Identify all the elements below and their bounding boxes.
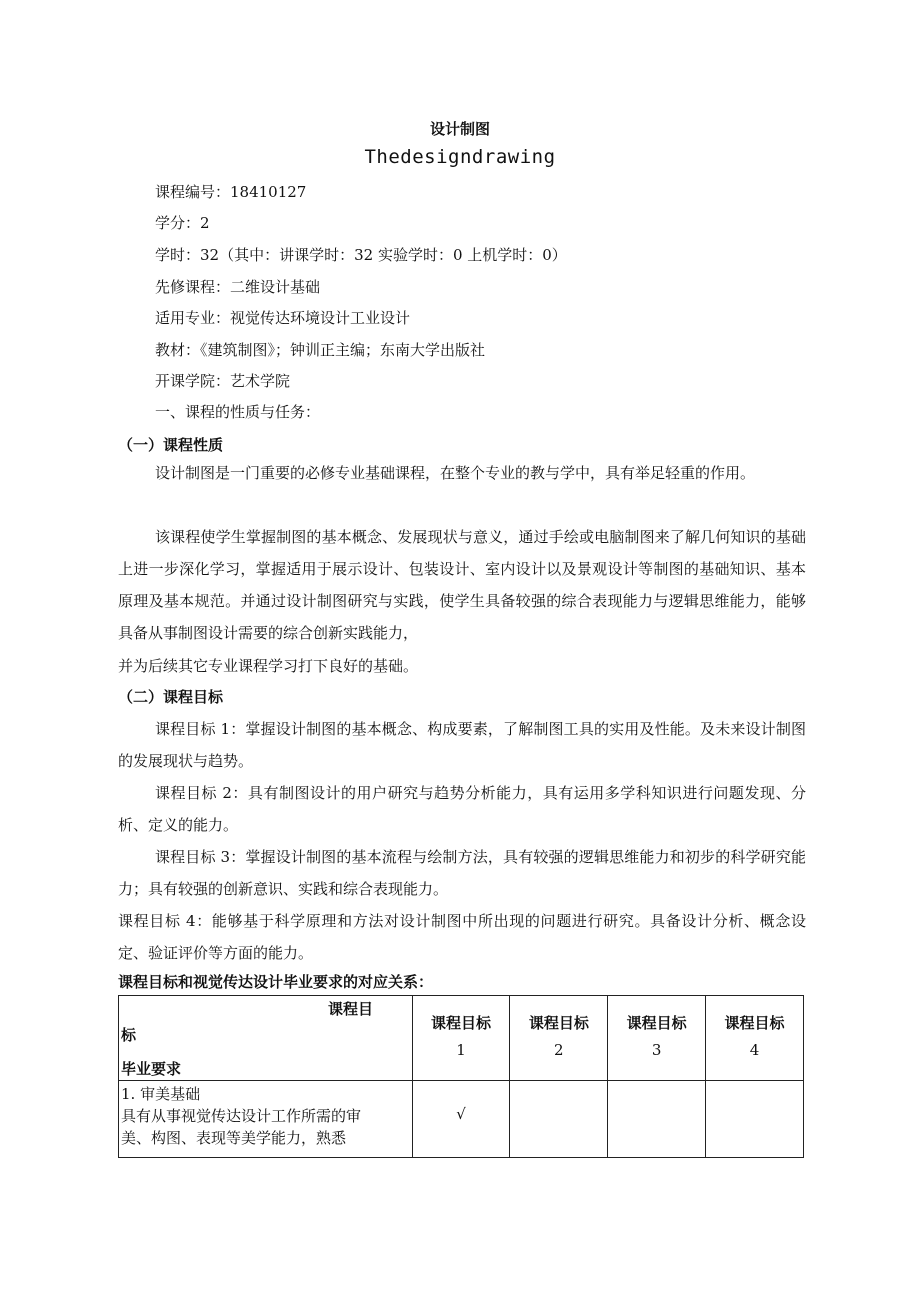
table-title: 课程目标和视觉传达设计毕业要求的对应关系： <box>118 973 434 991</box>
mark-cell-goal-1: √ <box>412 1081 510 1158</box>
requirement-line: 具有从事视觉传达设计工作所需的审 <box>121 1107 362 1125</box>
requirements-table <box>118 995 804 1158</box>
nature-paragraph-3: 并为后续其它专业课程学习打下良好的基础。 <box>118 657 419 675</box>
document-subtitle: Thedesigndrawing <box>364 146 556 168</box>
goal-column-label: 课程目标 <box>528 1014 589 1032</box>
goal-column-3 <box>608 996 706 1081</box>
goal-column-2 <box>510 996 608 1081</box>
course-major: 适用专业：视觉传达环境设计工业设计 <box>155 309 411 327</box>
section-heading-1: 一、课程的性质与任务： <box>155 403 321 421</box>
goal-column-1 <box>412 996 510 1081</box>
goal-column-number: 4 <box>749 1041 760 1059</box>
requirement-cell <box>119 1081 413 1158</box>
goal-1-text: 课程目标 1：掌握设计制图的基本概念、构成要素，了解制图工具的实用及性能。及未来设计制图的发展现状与趋势。 <box>118 720 806 770</box>
nature-heading: （一）课程性质 <box>118 436 224 454</box>
goal-column-label: 课程目标 <box>430 1014 491 1032</box>
goal-column-label: 课程目标 <box>724 1014 785 1032</box>
table-corner-cell <box>119 996 413 1081</box>
goal-4-text: 课程目标 4：能够基于科学原理和方法对设计制图中所出现的问题进行研究。具备设计分析、概念设定、验证评价等方面的能力。 <box>118 912 806 962</box>
course-credit: 学分：2 <box>155 214 210 232</box>
course-textbook: 教材：《建筑制图》；钟训正主编；东南大学出版社 <box>155 341 486 359</box>
corner-bottom-label: 毕业要求 <box>121 1060 182 1078</box>
requirement-line: 美、构图、表现等美学能力，熟悉 <box>121 1129 347 1147</box>
mark-cell-goal-4 <box>706 1081 804 1158</box>
goal-column-label: 课程目标 <box>626 1014 687 1032</box>
corner-mid-label: 标 <box>121 1026 137 1044</box>
nature-paragraph-2: 该课程使学生掌握制图的基本概念、发展现状与意义，通过手绘或电脑制图来了解几何知识的基础上进一步深化学习，掌握适用于展示设计、包装设计、室内设计以及景观设计等制图的基础知识、基本原理及基本规范。并通过设计制图研究与实践，使学生具备较强的综合表现能力与逻辑思维能力，能够具备从事制图设计需要的综合创新实践能力， <box>118 528 806 642</box>
course-prerequisite: 先修课程：二维设计基础 <box>155 278 321 296</box>
goals-heading: （二）课程目标 <box>118 688 224 706</box>
goal-2-text: 课程目标 2：具有制图设计的用户研究与趋势分析能力，具有运用多学科知识进行问题发现、分析、定义的能力。 <box>118 784 806 834</box>
mark-cell-goal-2 <box>510 1081 608 1158</box>
goal-3-text: 课程目标 3：掌握设计制图的基本流程与绘制方法，具有较强的逻辑思维能力和初步的科学研究能力；具有较强的创新意识、实践和综合表现能力。 <box>118 848 806 898</box>
goal-column-number: 1 <box>456 1041 466 1059</box>
table-header-row <box>119 996 804 1081</box>
goal-column-4 <box>706 996 804 1081</box>
goal-column-number: 2 <box>554 1041 564 1059</box>
document-title: 设计制图 <box>429 120 490 138</box>
goal-column-number: 3 <box>651 1041 662 1059</box>
corner-top-label: 课程目 <box>327 1000 373 1018</box>
table-row <box>119 1081 804 1158</box>
nature-paragraph-1: 设计制图是一门重要的必修专业基础课程，在整个专业的教与学中，具有举足轻重的作用。 <box>155 464 756 482</box>
course-college: 开课学院：艺术学院 <box>155 372 291 390</box>
requirement-title: 1. 审美基础 <box>121 1085 201 1103</box>
course-hours: 学时：32（其中：讲课学时：32 实验学时：0 上机学时：0） <box>155 246 567 264</box>
course-code: 课程编号：18410127 <box>155 183 307 201</box>
mark-cell-goal-3 <box>608 1081 706 1158</box>
